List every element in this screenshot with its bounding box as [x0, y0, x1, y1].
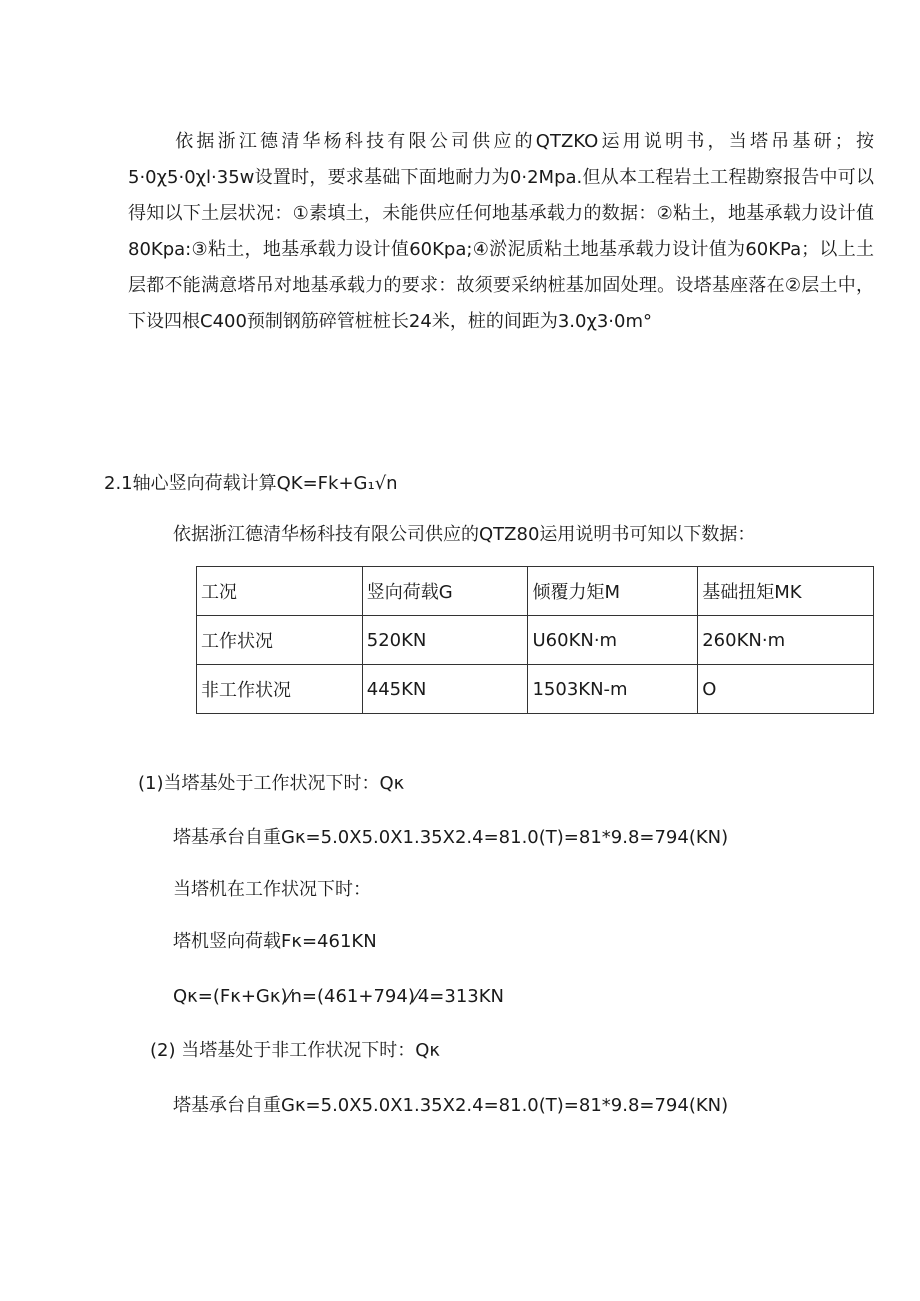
case2-title: (2) 当塔基处于非工作状况下时：Qκ: [150, 1040, 440, 1061]
table-row: [197, 616, 874, 665]
table-header-cell: 倾覆力矩M: [528, 567, 698, 616]
case1-vertical-load: 塔机竖向荷载Fκ=461KN: [173, 931, 377, 952]
case2-self-weight: 塔基承台自重Gκ=5.0X5.0X1.35X2.4=81.0(T)=81*9.8=794(KN): [173, 1095, 729, 1116]
table-row: [197, 665, 874, 714]
case1-crane-state: 当塔机在工作状况下时：: [173, 879, 371, 900]
table-cell: 445KN: [362, 665, 528, 714]
case1-title: (1)当塔基处于工作状况下时：Qκ: [138, 773, 405, 794]
table-cell: U60KN·m: [528, 616, 698, 665]
section-intro-line: 依据浙江德清华杨科技有限公司供应的QTZ80运用说明书可知以下数据：: [173, 524, 756, 545]
intro-paragraph-text: 依据浙江德清华杨科技有限公司供应的QTZKO运用说明书，当塔吊基研；按5·0χ5·0χl·35w设置时，要求基础下面地耐力为0·2Mpa.但从本工程岩土工程勘察报告中可以得知以下土层状况：①素填土，未能供应任何地基承载力的数据：②粘土，地基承载力设计值80Kpa:③粘土，地基承载力设计值60Kpa;④淤泥质粘土地基承载力设计值为60KPa；以上土层都不能满意塔吊对地基承载力的要求：故须要采纳桩基加固处理。设塔基座落在②层土中，下设四根C400预制钢筋碎管桩桩长24米，桩的间距为3.0χ3·0m°: [128, 131, 874, 332]
table-header-row: [197, 567, 874, 616]
intro-paragraph: [128, 124, 874, 340]
table-cell: 1503KN-m: [528, 665, 698, 714]
table-header-cell: 基础扭矩MK: [698, 567, 874, 616]
table-cell: 工作状况: [197, 616, 363, 665]
table-cell: 520KN: [362, 616, 528, 665]
case1-self-weight: 塔基承台自重Gκ=5.0X5.0X1.35X2.4=81.0(T)=81*9.8=794(KN): [173, 827, 729, 848]
table-header-cell: 竖向荷载G: [362, 567, 528, 616]
load-data-table: [196, 566, 874, 714]
table-cell: 非工作状况: [197, 665, 363, 714]
table-cell: 260KN·m: [698, 616, 874, 665]
case1-formula: Qκ=(Fκ+Gκ)⁄n=(461+794)⁄4=313KN: [173, 986, 505, 1007]
section-heading: 2.1轴心竖向荷载计算QK=Fk+G₁√n: [104, 473, 398, 494]
table-cell: O: [698, 665, 874, 714]
table-header-cell: 工况: [197, 567, 363, 616]
